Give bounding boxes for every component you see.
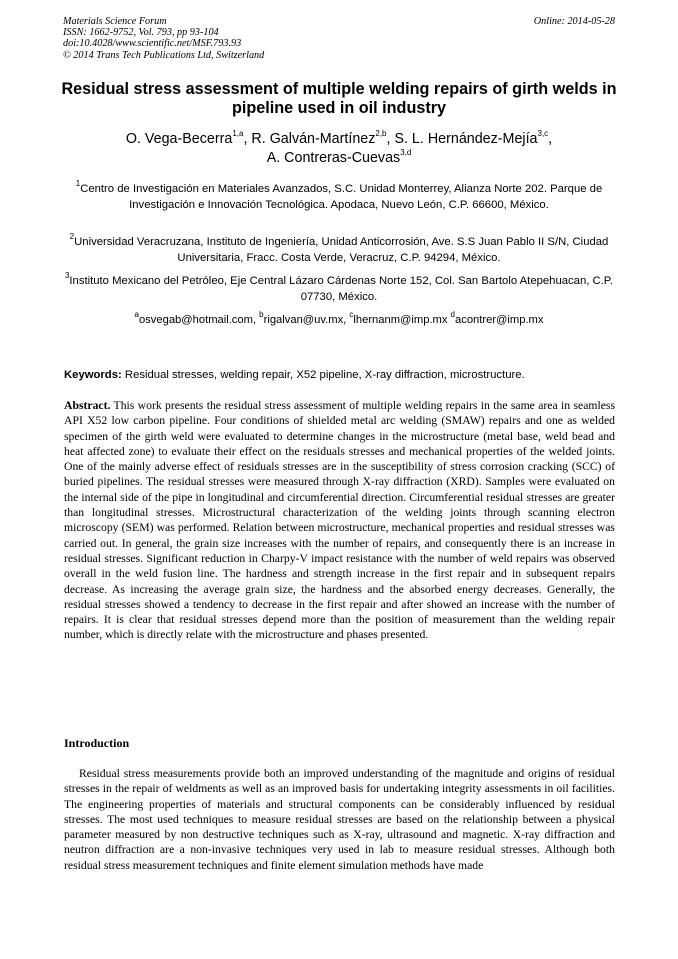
email-address[interactable]: rigalvan@uv.mx, xyxy=(263,314,350,326)
author-separator: , xyxy=(243,131,252,147)
issn-line: ISSN: 1662-9752, Vol. 793, pp 93-104 xyxy=(63,27,219,39)
affiliation-text: Instituto Mexicano del Petróleo, Eje Central Lázaro Cárdenas Norte 152, Col. San Bartolo Atepehuacan, C.P. 07730, México. xyxy=(69,275,614,303)
abstract-label: Abstract. xyxy=(64,399,111,412)
affiliation-number: 3 xyxy=(64,271,70,281)
online-date: Online: 2014-05-28 xyxy=(533,16,615,27)
journal-name: Materials Science Forum xyxy=(63,16,167,27)
introduction-heading: Introduction xyxy=(64,736,130,750)
affiliation-3 xyxy=(58,271,620,305)
email-mark: c xyxy=(349,310,354,320)
author-affiliation-mark: 3,c xyxy=(537,129,549,139)
author: R. Galván-Martínez xyxy=(251,131,376,147)
email-mark: b xyxy=(259,310,264,320)
affiliation-2 xyxy=(58,232,620,266)
introduction-text: Residual stress measurements provide both an improved understanding of the magnitude and origins of residual stresses in the repair of weldments as well as an improved basis for undertaking integrity assessments in oil facilities. The engineering properties of materials and structural components can be considerably influenced by residual stresses. The most used techniques to measure residual stresses are based on the relationship between a physical parameter measured by non destructive techniques such as X-ray, ultrasound and magnetic. X-ray diffraction and neutron diffraction are a non-invasive techniques very used in lab to measure residual stresses. Although both residual stress measurement techniques and finite element simulation methods have made xyxy=(64,767,615,872)
paper-title: Residual stress assessment of multiple welding repairs of girth welds in pipeline used in oil industry xyxy=(61,80,617,117)
publication-info xyxy=(63,16,615,61)
keywords-text: Residual stresses, welding repair, X52 pipeline, X-ray diffraction, microstructure. xyxy=(121,369,525,381)
email-mark: a xyxy=(134,310,139,320)
author: A. Contreras-Cuevas xyxy=(266,150,401,166)
author: S. L. Hernández-Mejía xyxy=(394,131,538,147)
abstract-text: This work presents the residual stress assessment of multiple welding repairs in the same area in seamless API X52 low carbon pipeline. Four conditions of shielded metal arc welding (SMAW) repairs and one as welded specimen of the girth weld were evaluated to determine changes in the microstructure (metal base, weld bead and heat affected zone) to evaluate their effect on the residuals stresses and mechanical properties of the welded joints. One of the mainly adverse effect of residuals stresses are in the susceptibility of stress corrosion cracking (SCC) of buried pipelines. The residual stresses were measured through X-ray diffraction (XRD). Samples were evaluated on the internal side of the pipe in longitudinal and circumferential direction. Circumferential residual stresses are greater than longitudinal stresses. Microstructural characterization of the welding joints through scanning electron microscopy (SEM) was performed. Relation between microstructure, mechanical properties and residual stresses was carried out. In general, the grain size increases with the number of repairs, and consequently there is an increase in residual stresses. Significant reduction in Charpy-V impact resistance with the number of weld repairs was observed overall in the weld fusion line. The hardness and strength increase in the first repair and in subsequent repairs decrease. As increasing the average grain size, the hardness and the absorbed energy decreases. Generally, the residual stresses showed a tendency to decrease in the first repair and after showed an increase with the number of repairs. It is clear that residual stresses depend more than the position of measurement than the welding repair number, which is directly relate with the microstructure and phases presented. xyxy=(64,399,615,642)
affiliation-number: 2 xyxy=(69,232,75,242)
author-list xyxy=(58,130,620,168)
author-affiliation-mark: 3,d xyxy=(400,148,412,158)
email-address[interactable]: acontrer@imp.mx xyxy=(455,314,544,326)
doi-line[interactable]: doi:10.4028/www.scientific.net/MSF.793.93 xyxy=(63,38,242,50)
email-address[interactable]: lhernanm@imp.mx xyxy=(353,314,451,326)
keywords xyxy=(64,368,618,383)
author: O. Vega-Becerra xyxy=(125,131,233,147)
author-affiliation-mark: 1,a xyxy=(232,129,244,139)
keywords-label: Keywords: xyxy=(64,369,122,381)
email-mark: d xyxy=(450,310,455,320)
affiliation-text: Centro de Investigación en Materiales Avanzados, S.C. Unidad Monterrey, Alianza Norte 202. Parque de Investigación e Innovación Tecnológica. Apodaca, Nuevo León, C.P. 66600, México. xyxy=(80,183,603,211)
abstract xyxy=(64,398,615,643)
copyright-line: © 2014 Trans Tech Publications Ltd, Switzerland xyxy=(63,49,265,61)
affiliation-text: Universidad Veracruzana, Instituto de Ingeniería, Unidad Anticorrosión, Ave. S.S Juan Pablo II S/N, Ciudad Universitaria, Fracc. Costa Verde, Veracruz, C.P. 94294, México. xyxy=(74,236,609,264)
affiliation-1 xyxy=(58,179,620,213)
running-header xyxy=(63,16,615,61)
email-list xyxy=(58,310,620,328)
author-separator: , xyxy=(548,131,553,147)
affiliation-number: 1 xyxy=(75,179,81,189)
author-separator: , xyxy=(386,131,395,147)
email-address[interactable]: osvegab@hotmail.com, xyxy=(138,314,260,326)
author-affiliation-mark: 2,b xyxy=(375,129,387,139)
